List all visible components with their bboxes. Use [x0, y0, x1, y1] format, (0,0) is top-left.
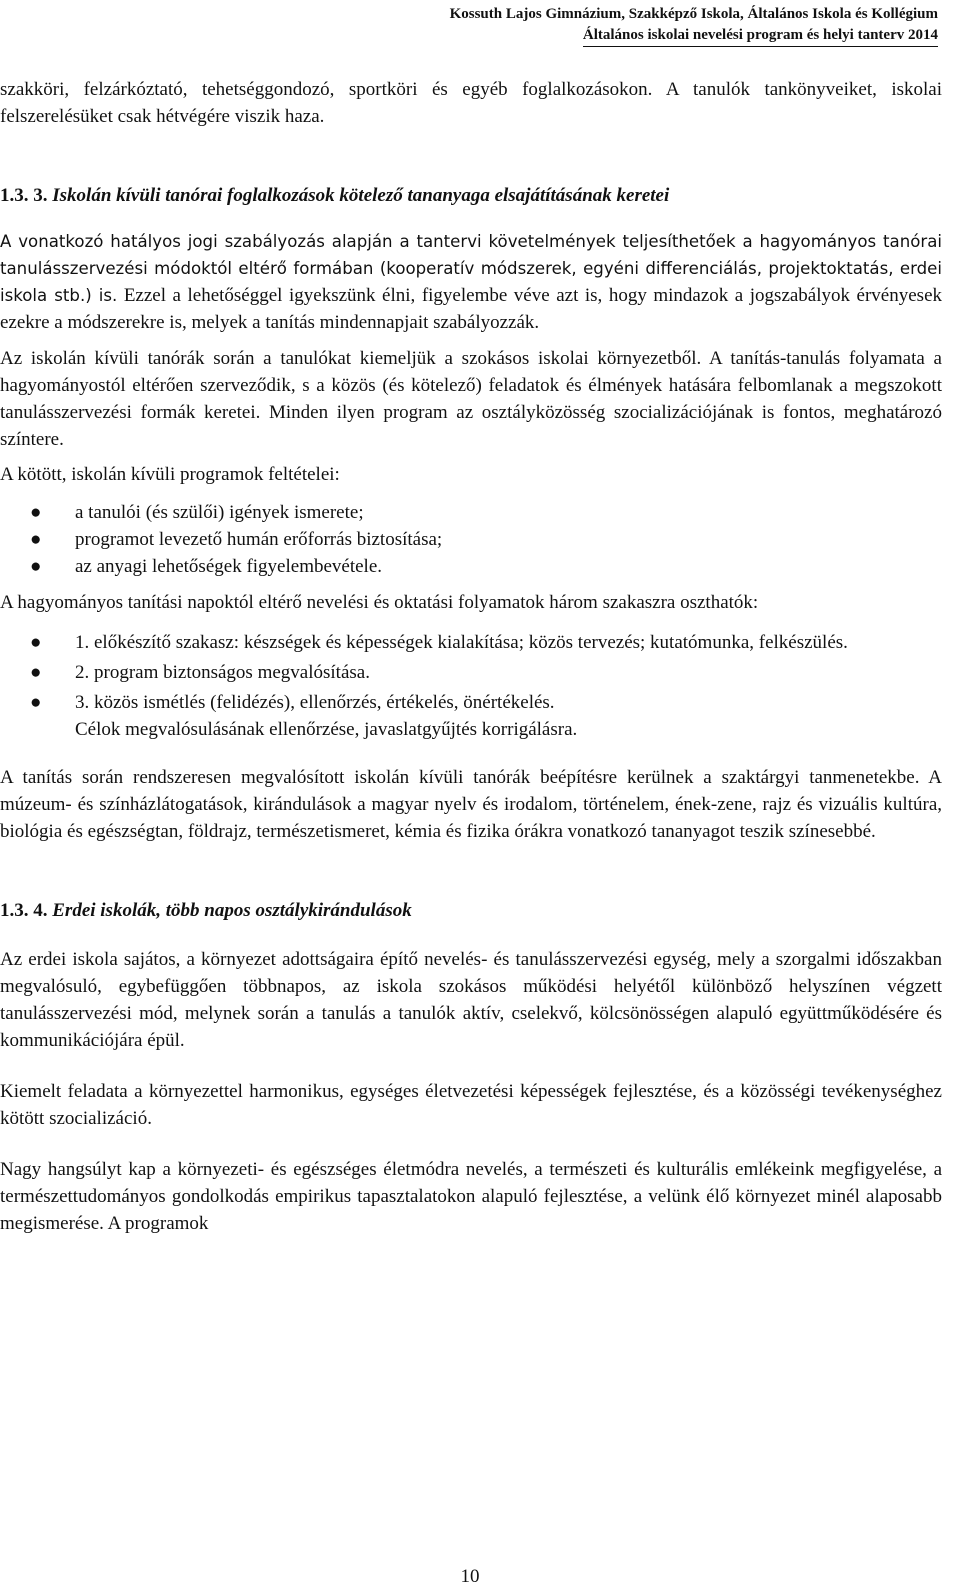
- bullet-icon: ●: [30, 692, 42, 713]
- paragraph-key-task: Kiemelt feladata a környezettel harmonikus, egységes életvezetési képességek fejlesztése, és a közösségi tevékenységhez kötött szocializáció.: [0, 1081, 942, 1129]
- list-item: ● 3. közös ismétlés (felidézés), ellenőrzés, értékelés, önértékelés. Célok megvalósulásának ellenőrzése, javaslatgyűjtés korrigálásra.: [0, 689, 942, 743]
- list-item: ● programot levezető humán erőforrás biztosítása;: [0, 526, 942, 553]
- paragraph-curriculum: A tanítás során rendszeresen megvalósított iskolán kívüli tanórák beépítésre kerülnek a szaktárgyi tanmenetekbe. A múzeum- és színházlátogatások, kirándulások a magyar nyelv és irodalom, történelem, ének-zene, rajz és vizuális kultúra, biológia és egészségtan, földrajz, természetismeret, kémia és fizika órákra vonatkozó tananyagot teszik színesebbé.: [0, 767, 942, 842]
- paragraph-legal-basis-part2: Ezzel a lehetőséggel igyekszünk élni, figyelembe véve azt is, hogy mindazok a jogszabályok érvényesek ezekre a módszerekre is, melyek a tanítás mindennapjait szabályozzák.: [0, 285, 942, 333]
- section-heading-1-3-3: [0, 182, 942, 209]
- section-heading-1-3-4: [0, 897, 942, 924]
- list-item: ● 2. program biztonságos megvalósítása.: [0, 659, 942, 686]
- section-number: 1.3. 3.: [0, 185, 48, 206]
- list-item: ● a tanulói (és szülői) igények ismerete;: [0, 499, 942, 526]
- paragraph-forest-school: Az erdei iskola sajátos, a környezet adottságaira építő nevelés- és tanulásszervezési egység, mely a szorgalmi időszakban megvalósuló, egybefüggően többnapos, az iskola szokásos működési helyétől különböző helyszínen végzett tanulásszervezési mód, melynek során a tanulás a tanulók aktív, cselekvő, kölcsönösségen alapuló együttműködésére és kommunikációjára épül.: [0, 949, 942, 1051]
- list-item: ● az anyagi lehetőségek figyelembevétele.: [0, 553, 942, 580]
- document-body: [0, 76, 942, 1237]
- bullet-icon: ●: [30, 502, 42, 523]
- phases-list: [0, 629, 942, 743]
- header-document-title: Általános iskolai nevelési program és helyi tanterv 2014: [583, 25, 938, 47]
- conditions-list: [0, 499, 942, 580]
- header-institution: Kossuth Lajos Gimnázium, Szakképző Iskola, Általános Iskola és Kollégium: [449, 6, 938, 22]
- bullet-icon: ●: [30, 662, 42, 683]
- paragraph-legal-basis-part1: A vonatkozó hatályos jogi szabályozás alapján a tantervi követelmények teljesíthetőek a hagyományos tanórai tanulásszervezési módoktól eltérő formában (kooperatív módszerek, egyéni differenciálás, projektoktatás, erdei iskola stb.) is.: [0, 232, 942, 305]
- paragraph-conditions-intro: A kötött, iskolán kívüli programok feltételei:: [0, 464, 340, 485]
- section-number: 1.3. 4.: [0, 900, 48, 921]
- paragraph-intro: szakköri, felzárkóztató, tehetséggondozó, sportköri és egyéb foglalkozásokon. A tanulók tankönyveiket, iskolai felszerelésüket csak hétvégére viszik haza.: [0, 79, 942, 127]
- page-number: 10: [460, 1566, 480, 1587]
- section-title: Iskolán kívüli tanórai foglalkozások kötelező tananyaga elsajátításának keretei: [52, 185, 670, 206]
- bullet-icon: ●: [30, 529, 42, 550]
- paragraph-emphasis: Nagy hangsúlyt kap a környezeti- és egészséges életmódra nevelés, a természeti és kulturális emlékeink megfigyelése, a természettudományos gondolkodás empirikus tapasztalatokon alapuló fejlesztése, a velünk élő környezet minél alaposabb megismerése. A programok: [0, 1159, 942, 1234]
- bullet-icon: ●: [30, 556, 42, 577]
- section-title: Erdei iskolák, több napos osztálykirándulások: [52, 900, 412, 921]
- paragraph-outside-lessons: Az iskolán kívüli tanórák során a tanulókat kiemeljük a szokásos iskolai környezetből. A tanítás-tanulás folyamata a hagyományostól eltérően szerveződik, s a közös (és kötelező) feladatok és élmények hatására felbomlanak a megszokott tanulásszervezési formák keretei. Minden ilyen program az osztályközösség szocializációjának is fontos, meghatározó színtere.: [0, 348, 942, 450]
- page-header: [450, 4, 938, 47]
- list-item-continuation: Célok megvalósulásának ellenőrzése, javaslatgyűjtés korrigálásra.: [75, 719, 578, 740]
- bullet-icon: ●: [30, 632, 42, 653]
- paragraph-phases-intro: A hagyományos tanítási napoktól eltérő nevelési és oktatási folyamatok három szakaszra oszthatók:: [0, 592, 759, 613]
- paragraph-legal-basis: [0, 228, 942, 336]
- list-item: ● 1. előkészítő szakasz: készségek és képességek kialakítása; közös tervezés; kutatómunka, felkészülés.: [0, 629, 942, 656]
